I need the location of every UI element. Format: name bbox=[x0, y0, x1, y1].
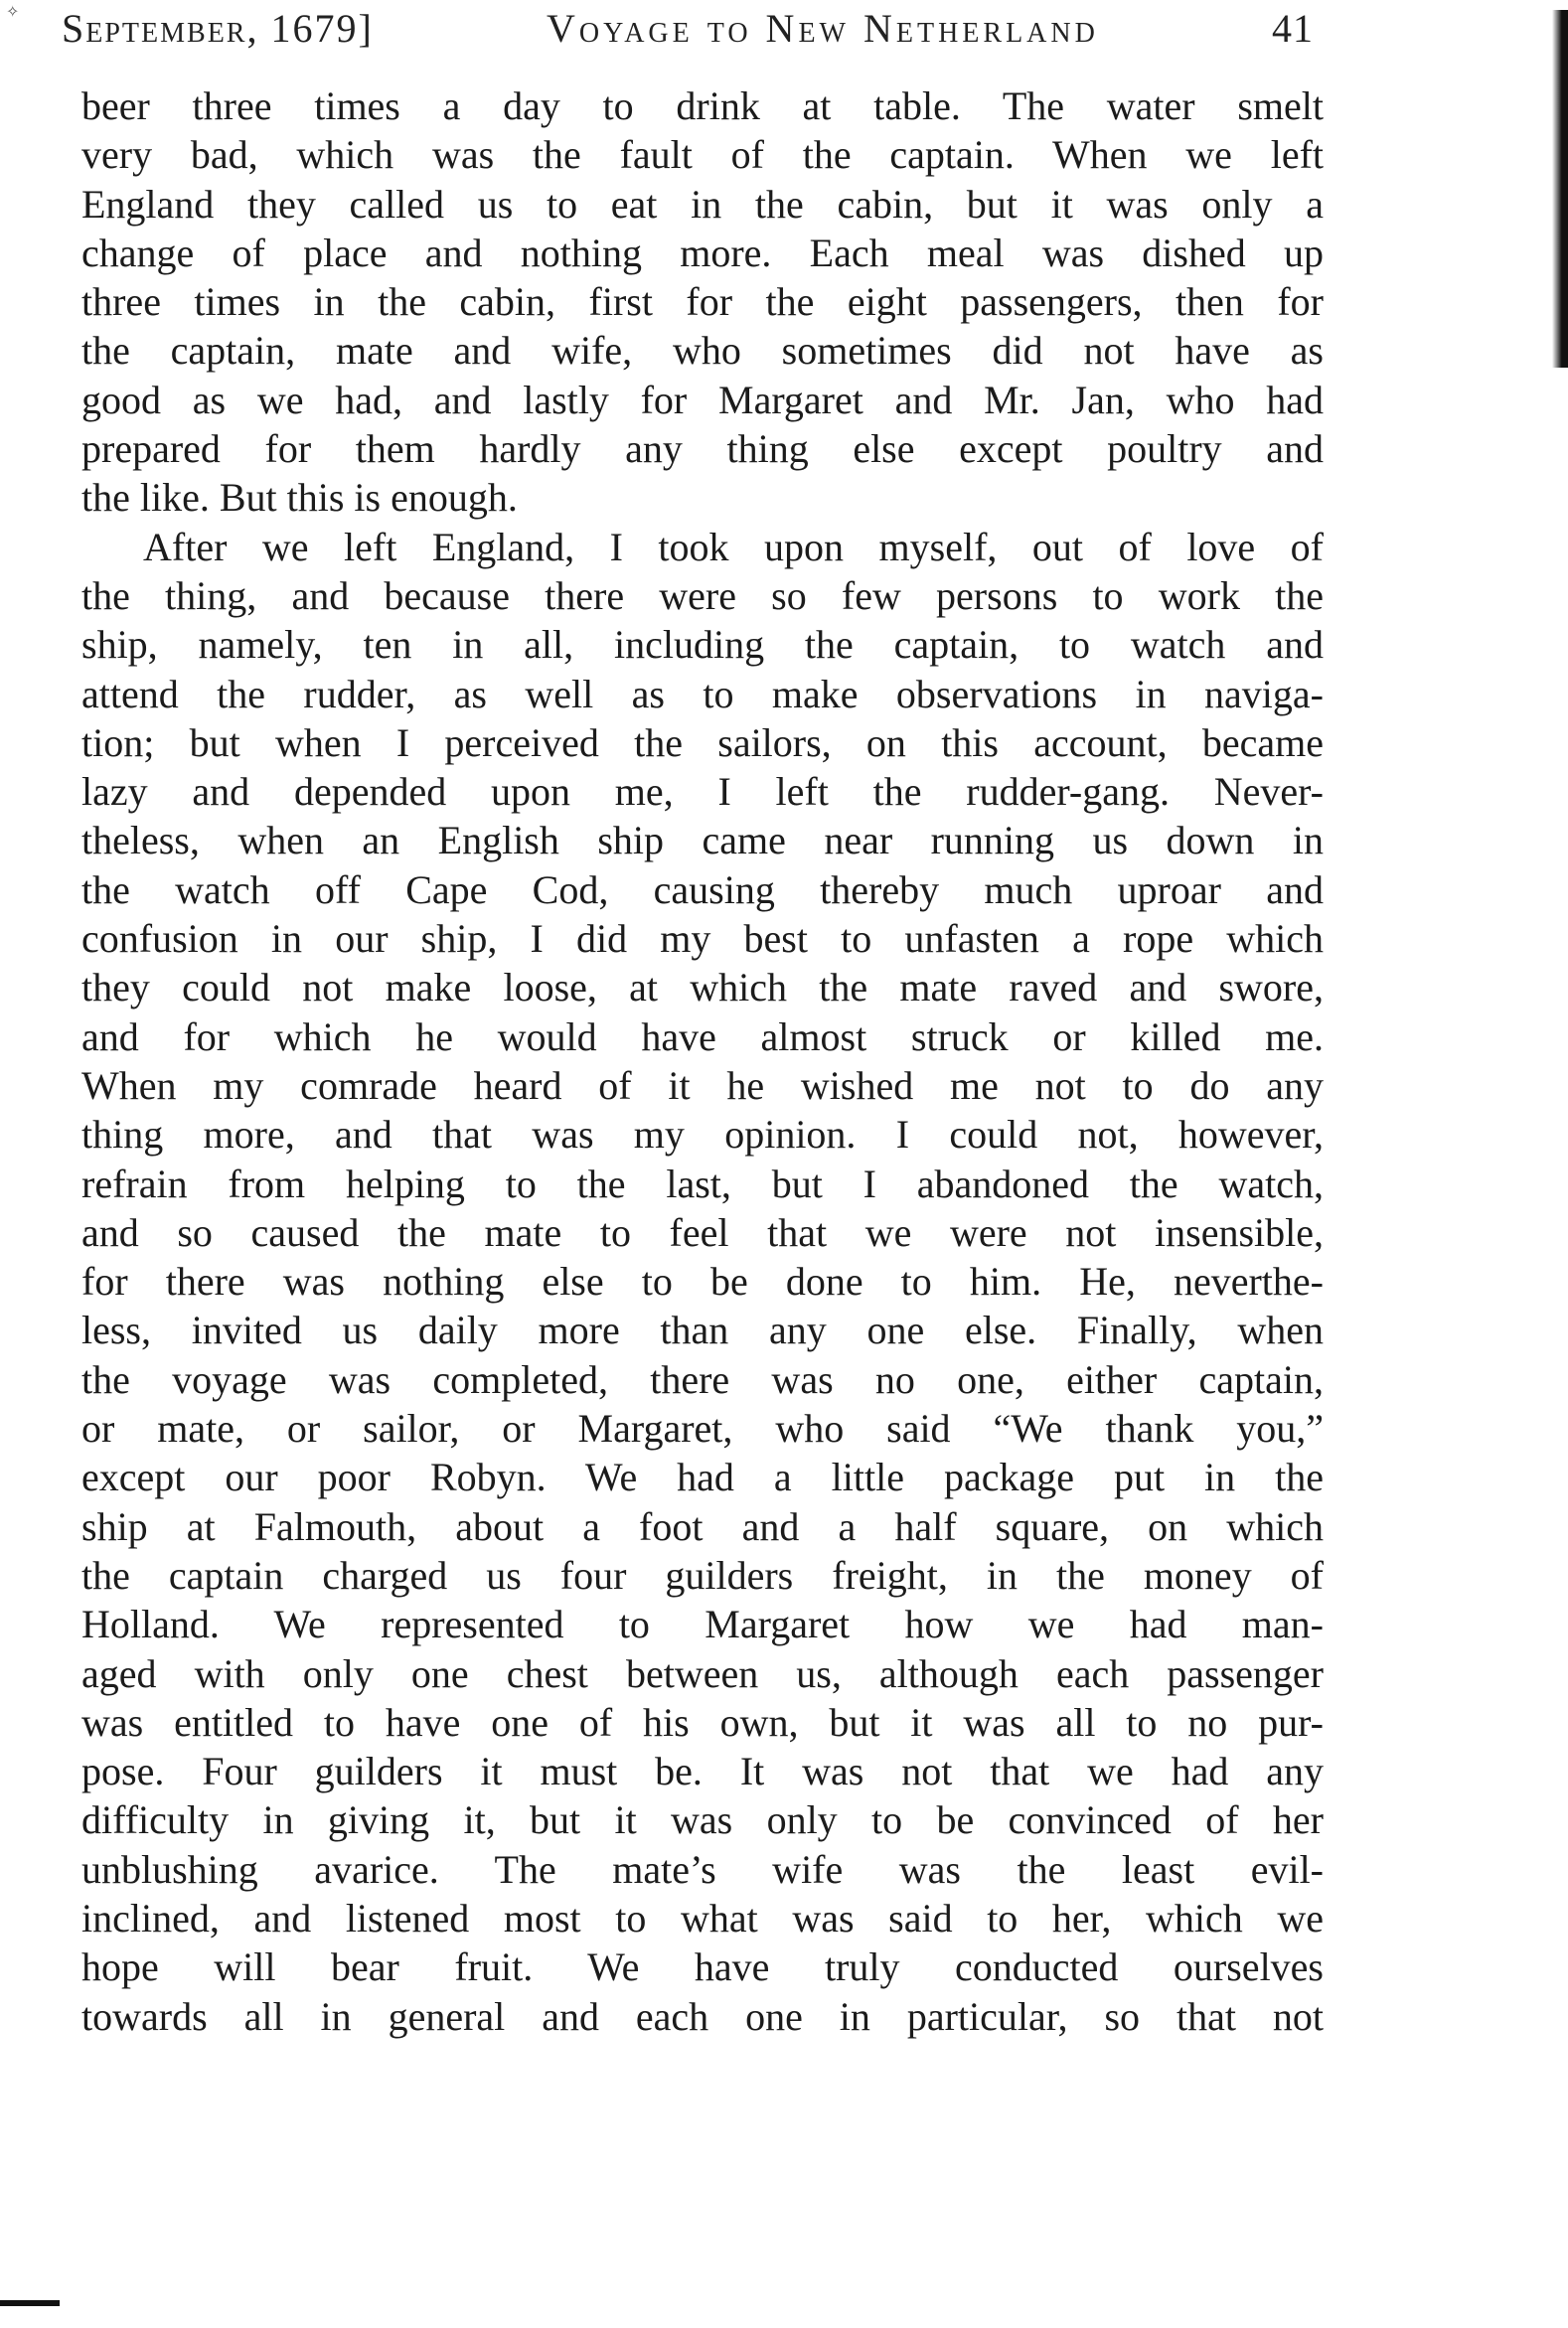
text-line: prepared for them hardly any thing else except poultry and bbox=[81, 426, 1324, 472]
text-line: and so caused the mate to feel that we were not insensible, bbox=[81, 1209, 1324, 1255]
text-line: for there was nothing else to be done to him. He, neverthe- bbox=[81, 1259, 1324, 1305]
text-line: the thing, and because there were so few persons to work the bbox=[81, 572, 1324, 618]
paragraph bbox=[81, 523, 1324, 2041]
page-edge-shadow bbox=[1552, 10, 1568, 368]
text-line: attend the rudder, as well as to make observations in naviga- bbox=[81, 671, 1324, 716]
text-line: the watch off Cape Cod, causing thereby much uproar and bbox=[81, 866, 1324, 912]
text-line: inclined, and listened most to what was said to her, which we bbox=[81, 1895, 1324, 1940]
body-text bbox=[81, 81, 1324, 2041]
text-line: beer three times a day to drink at table. The water smelt bbox=[81, 83, 1324, 128]
text-line: three times in the cabin, first for the eight passengers, then for bbox=[81, 279, 1324, 325]
paragraph bbox=[81, 81, 1324, 523]
text-line: When my comrade heard of it he wished me not to do any bbox=[81, 1062, 1324, 1108]
text-line: except our poor Robyn. We had a little package put in the bbox=[81, 1455, 1324, 1500]
text-line: aged with only one chest between us, although each passenger bbox=[81, 1650, 1324, 1696]
text-line: England they called us to eat in the cabin, but it was only a bbox=[81, 181, 1324, 227]
text-line: thing more, and that was my opinion. I could not, however, bbox=[81, 1112, 1324, 1158]
text-line: change of place and nothing more. Each meal was dished up bbox=[81, 230, 1324, 275]
text-line: good as we had, and lastly for Margaret and Mr. Jan, who had bbox=[81, 377, 1324, 422]
text-line: unblushing avarice. The mate’s wife was the least evil- bbox=[81, 1846, 1324, 1892]
text-line: very bad, which was the fault of the captain. When we left bbox=[81, 132, 1324, 178]
text-line: After we left England, I took upon myself, out of love of bbox=[143, 524, 1324, 569]
text-line: was entitled to have one of his own, but it was all to no pur- bbox=[81, 1699, 1324, 1745]
text-line: ship, namely, ten in all, including the captain, to watch and bbox=[81, 622, 1324, 668]
text-line: difficulty in giving it, but it was only to be convinced of her bbox=[81, 1797, 1324, 1843]
text-line: tion; but when I perceived the sailors, on this account, became bbox=[81, 719, 1324, 765]
text-line: the captain charged us four guilders freight, in the money of bbox=[81, 1552, 1324, 1598]
text-line: towards all in general and each one in particular, so that not bbox=[81, 1993, 1324, 2039]
running-title: Voyage to New Netherland bbox=[546, 5, 1099, 51]
text-line: and for which he would have almost struck or killed me. bbox=[81, 1013, 1324, 1059]
text-line: ship at Falmouth, about a foot and a half square, on which bbox=[81, 1503, 1324, 1549]
text-line: less, invited us daily more than any one else. Finally, when bbox=[81, 1308, 1324, 1353]
page-foot-mark bbox=[0, 2300, 60, 2306]
text-line: refrain from helping to the last, but I abandoned the watch, bbox=[81, 1161, 1324, 1206]
text-line: theless, when an English ship came near running us down in bbox=[81, 818, 1324, 863]
text-line: they could not make loose, at which the mate raved and swore, bbox=[81, 965, 1324, 1010]
page-number: 41 bbox=[1272, 5, 1314, 51]
text-line: Holland. We represented to Margaret how we had man- bbox=[81, 1602, 1324, 1647]
text-line: lazy and depended upon me, I left the rudder-gang. Never- bbox=[81, 769, 1324, 815]
text-line: the like. But this is enough. bbox=[81, 475, 518, 521]
text-line: pose. Four guilders it must be. It was not that we had any bbox=[81, 1749, 1324, 1794]
text-line: confusion in our ship, I did my best to unfasten a rope which bbox=[81, 916, 1324, 962]
page-header bbox=[62, 2, 1314, 54]
header-date: September, 1679] bbox=[62, 5, 374, 51]
text-line: hope will bear fruit. We have truly conducted ourselves bbox=[81, 1944, 1324, 1990]
text-line: the captain, mate and wife, who sometimes did not have as bbox=[81, 328, 1324, 374]
corner-mark-icon: ✧ bbox=[6, 4, 20, 21]
text-line: the voyage was completed, there was no one, either captain, bbox=[81, 1356, 1324, 1402]
text-line: or mate, or sailor, or Margaret, who said “We thank you,” bbox=[81, 1406, 1324, 1452]
